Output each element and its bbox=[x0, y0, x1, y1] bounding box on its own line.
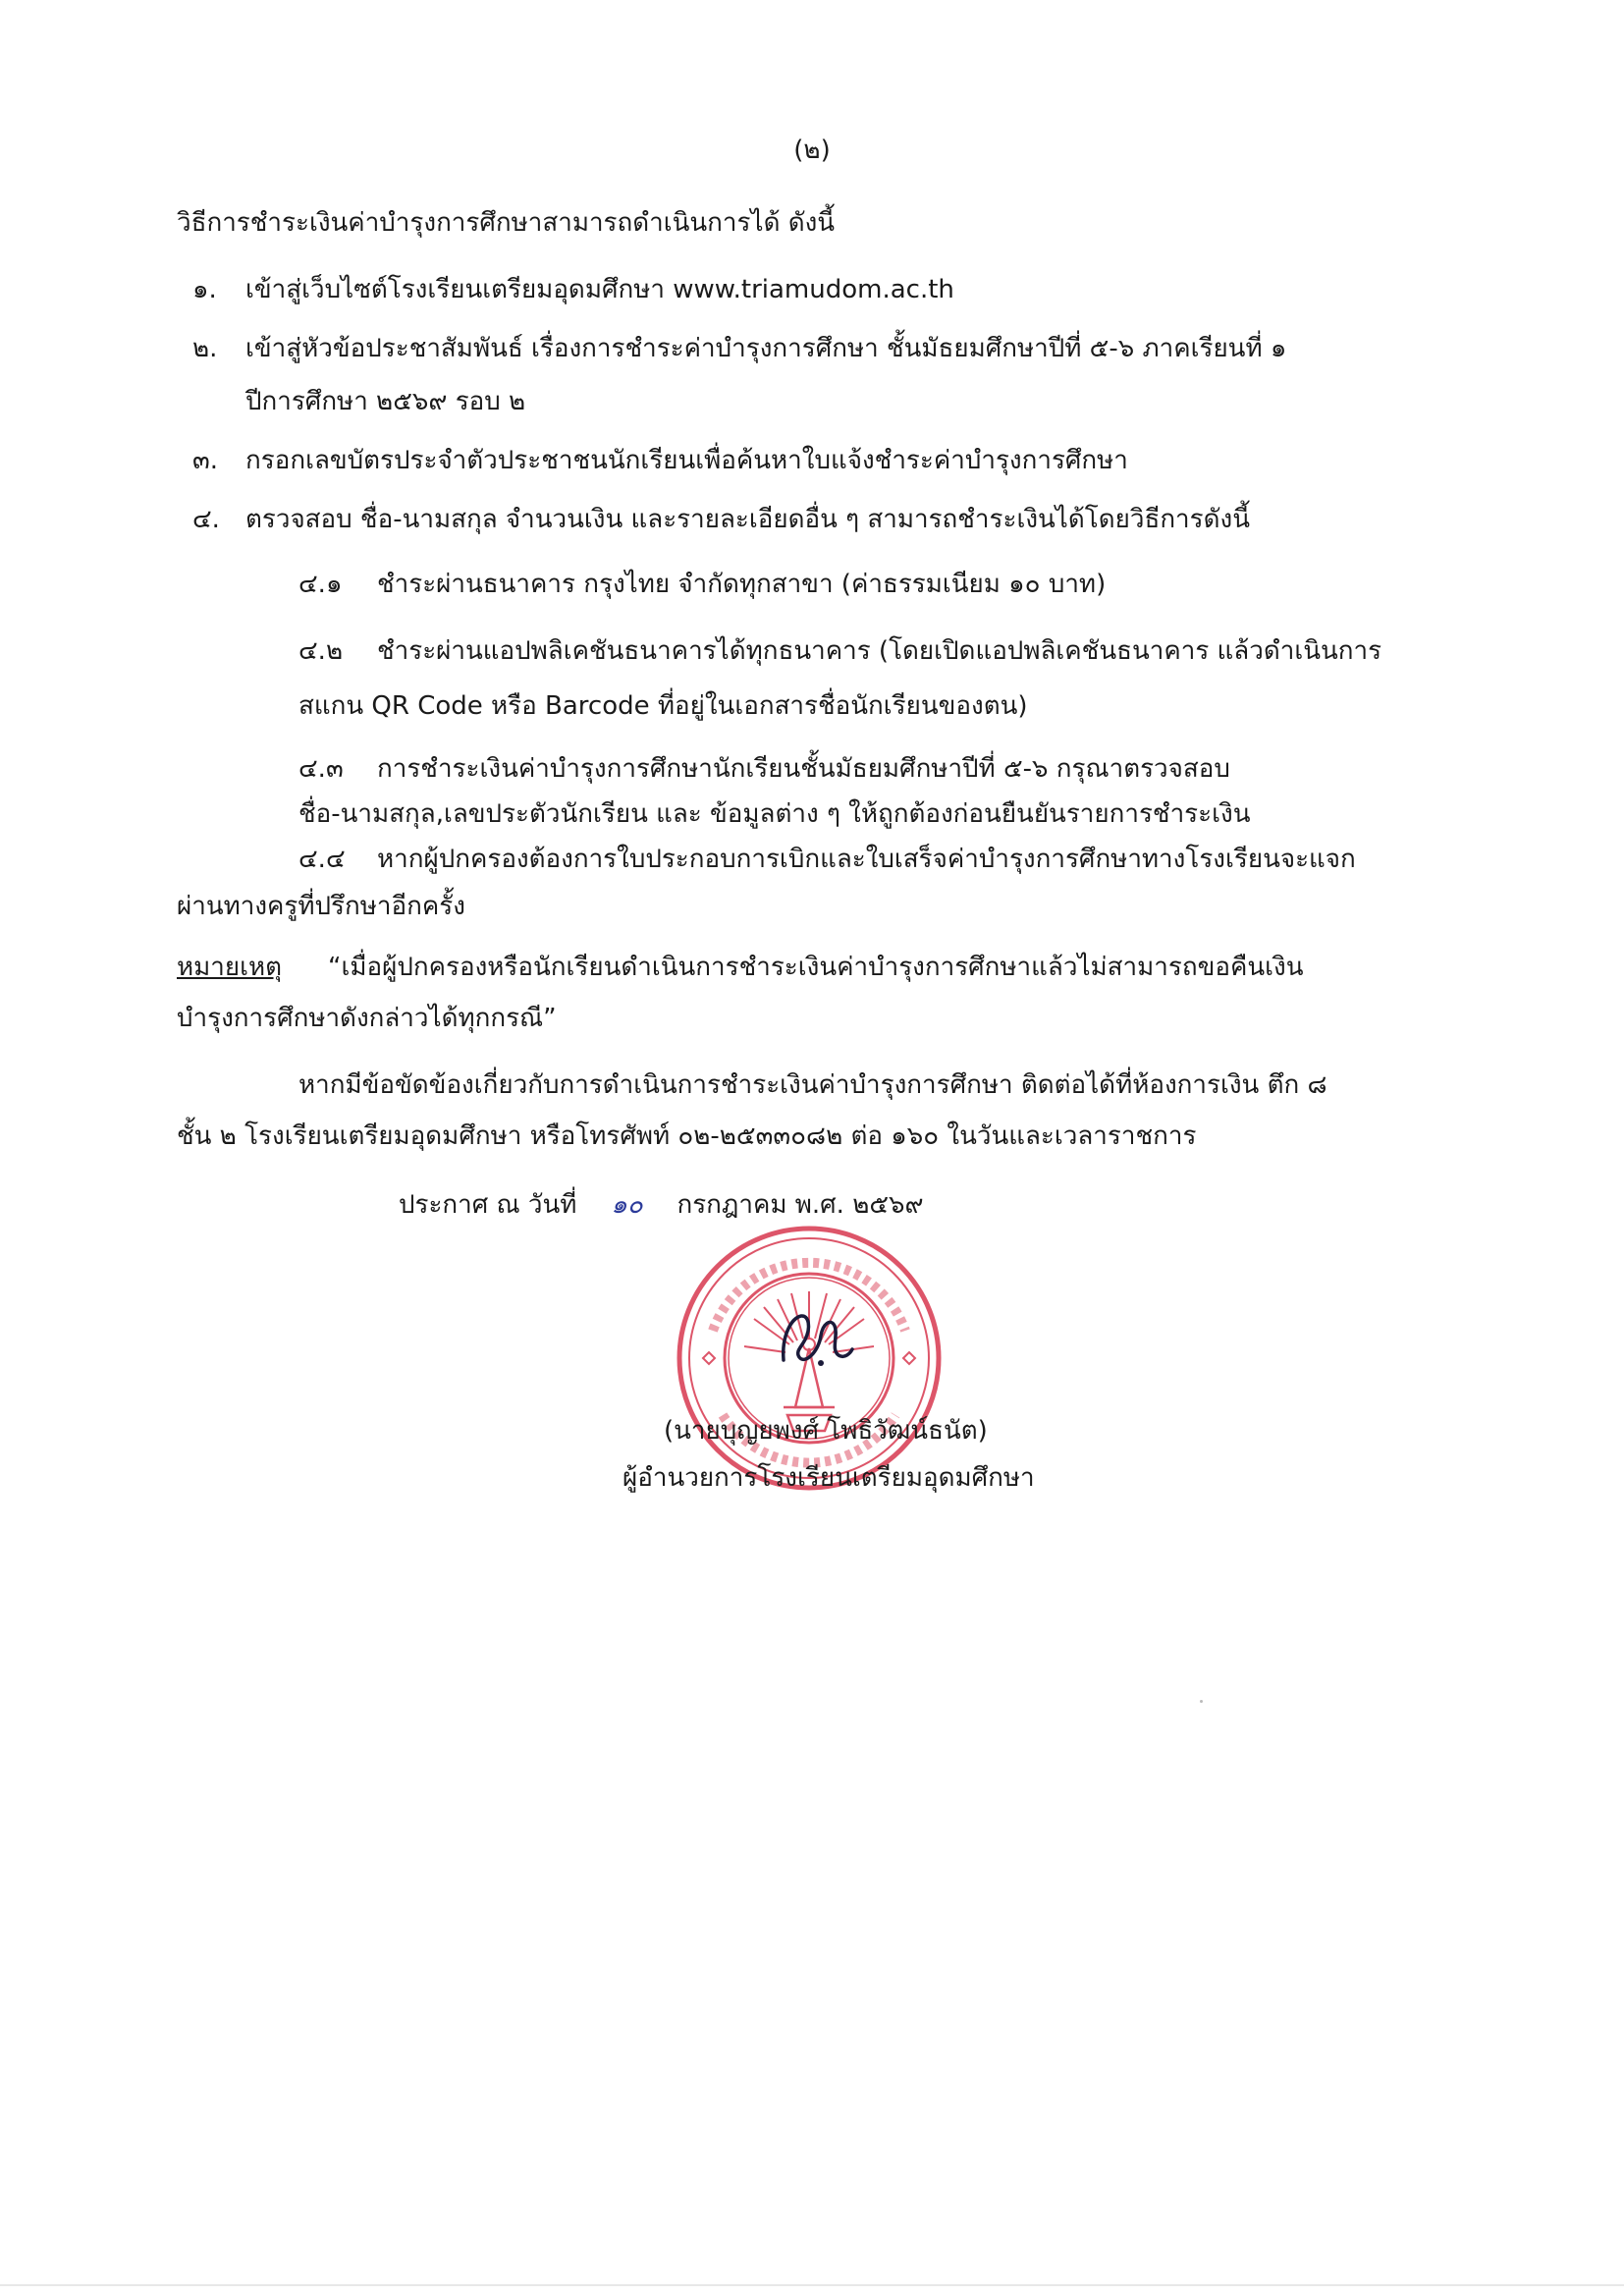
substep-4-4-text-line-1: หากผู้ปกครองต้องการใบประกอบการเบิกและใบเสร็จค่าบำรุงการศึกษาทางโรงเรียนจะแจก bbox=[377, 845, 1356, 874]
step-4-number: ๔. bbox=[192, 505, 220, 534]
step-3-number: ๓. bbox=[192, 446, 219, 475]
handwritten-signature bbox=[762, 1306, 870, 1375]
substep-4-2-text-line-1: ชำระผ่านแอปพลิเคชันธนาคารได้ทุกธนาคาร (โดยเปิดแอปพลิเคชันธนาคาร แล้วดำเนินการ bbox=[377, 636, 1382, 666]
note-text-line-2: บำรุงการศึกษาดังกล่าวได้ทุกกรณี” bbox=[177, 1004, 557, 1033]
step-2-number: ๒. bbox=[192, 334, 218, 363]
announcement-prefix: ประกาศ ณ วันที่ bbox=[399, 1190, 577, 1220]
note-label: หมายเหตุ bbox=[177, 953, 283, 982]
step-3-text: กรอกเลขบัตรประจำตัวประชาชนนักเรียนเพื่อค้นหาใบแจ้งชำระค่าบำรุงการศึกษา bbox=[245, 446, 1128, 475]
scan-edge-line bbox=[0, 2284, 1624, 2286]
substep-4-3-number: ๔.๓ bbox=[298, 754, 344, 784]
step-4-text: ตรวจสอบ ชื่อ-นามสกุล จำนวนเงิน และรายละเอียดอื่น ๆ สามารถชำระเงินได้โดยวิธีการดังนี้ bbox=[245, 505, 1250, 534]
step-2-text-line-2: ปีการศึกษา ๒๕๖๙ รอบ ๒ bbox=[245, 387, 526, 416]
contact-text-line-1: หากมีข้อขัดข้องเกี่ยวกับการดำเนินการชำระเงินค่าบำรุงการศึกษา ติดต่อได้ที่ห้องการเงิน ตึก ๘ bbox=[298, 1070, 1327, 1100]
announcement-day: ๑๐ bbox=[611, 1190, 643, 1220]
note-text-line-1: “เมื่อผู้ปกครองหรือนักเรียนดำเนินการชำระเงินค่าบำรุงการศึกษาแล้วไม่สามารถขอคืนเงิน bbox=[328, 953, 1304, 982]
intro-text: วิธีการชำระเงินค่าบำรุงการศึกษาสามารถดำเนินการได้ ดังนี้ bbox=[177, 208, 836, 238]
step-2-text-line-1: เข้าสู่หัวข้อประชาสัมพันธ์ เรื่องการชำระค่าบำรุงการศึกษา ชั้นมัธยมศึกษาปีที่ ๕-๖ ภาคเรียนที่ ๑ bbox=[245, 334, 1287, 363]
substep-4-3-text-line-1: การชำระเงินค่าบำรุงการศึกษานักเรียนชั้นมัธยมศึกษาปีที่ ๕-๖ กรุณาตรวจสอบ bbox=[377, 754, 1230, 784]
signatory-position: ผู้อำนวยการโรงเรียนเตรียมอุดมศึกษา bbox=[623, 1463, 1035, 1493]
substep-4-2-number: ๔.๒ bbox=[298, 636, 344, 666]
substep-4-1-text: ชำระผ่านธนาคาร กรุงไทย จำกัดทุกสาขา (ค่าธรรมเนียม ๑๐ บาท) bbox=[377, 570, 1107, 599]
substep-4-3-text-line-2: ชื่อ-นามสกุล,เลขประตัวนักเรียน และ ข้อมูลต่าง ๆ ให้ถูกต้องก่อนยืนยันรายการชำระเงิน bbox=[298, 799, 1251, 829]
step-1-text: เข้าสู่เว็บไซต์โรงเรียนเตรียมอุดมศึกษา www.triamudom.ac.th bbox=[245, 275, 954, 304]
announcement-date bbox=[399, 1188, 924, 1222]
announcement-month-year: กรกฎาคม พ.ศ. ๒๕๖๙ bbox=[677, 1190, 924, 1220]
substep-4-4-text-line-2: ผ่านทางครูที่ปรึกษาอีกครั้ง bbox=[177, 892, 465, 921]
contact-text-line-2: ชั้น ๒ โรงเรียนเตรียมอุดมศึกษา หรือโทรศัพท์ ๐๒-๒๕๓๓๐๘๒ ต่อ ๑๖๐ ในวันและเวลาราชการ bbox=[177, 1121, 1197, 1151]
step-1-number: ๑. bbox=[192, 275, 217, 304]
page-number: (๒) bbox=[793, 136, 831, 165]
substep-4-2-text-line-2: สแกน QR Code หรือ Barcode ที่อยู่ในเอกสารชื่อนักเรียนของตน) bbox=[298, 691, 1028, 721]
substep-4-4-number: ๔.๔ bbox=[298, 845, 346, 874]
scan-speck bbox=[1200, 1700, 1203, 1703]
substep-4-1-number: ๔.๑ bbox=[298, 570, 343, 599]
signatory-name: (นายบุญยพงศ์ โพธิวัฒน์ธนัต) bbox=[664, 1416, 988, 1446]
